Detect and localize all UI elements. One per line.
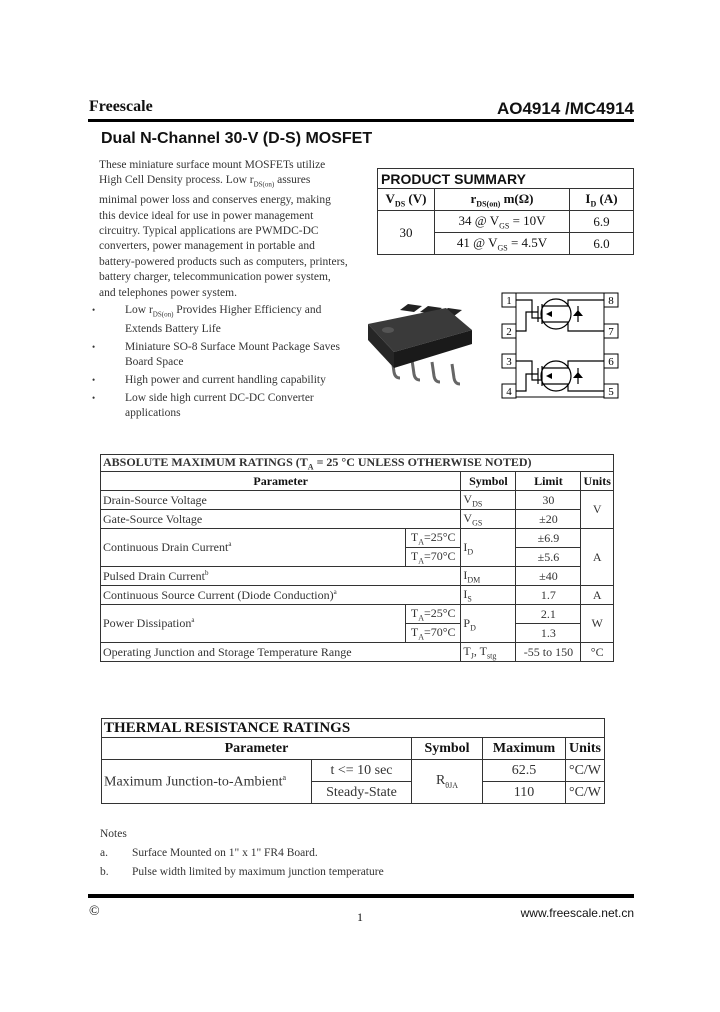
header-symbol: Symbol bbox=[461, 472, 516, 491]
header-units: Units bbox=[566, 738, 605, 760]
description-text-1: These miniature surface mount MOSFETs utilize High Cell Density process. Low r bbox=[99, 159, 326, 187]
table-row: $T_A=70^\circ C$ ±5.6 bbox=[101, 548, 614, 567]
table-row: Operating Junction and Storage Temperature Range $T_J$, $T_{stg}$ -55 to 150 °C bbox=[101, 643, 614, 662]
table-row: Steady-State 110 °C/W bbox=[102, 782, 605, 804]
pin-4: 4 bbox=[506, 386, 512, 398]
bullet-icon: • bbox=[92, 305, 96, 315]
bullet-icon: • bbox=[92, 393, 96, 404]
description-text-2: assures minimal power loss and conserves energy, making this device ideal for use in power management circuitry. Typical applications are PWMDC-DC converters, power management in portable and battery-powered products such as computers, printers, battery charger, telecommunication power system, and telephones power system. bbox=[99, 174, 348, 299]
table-row: Power Dissipation$^a$ $T_A=25^\circ C$ $P_D$ 2.1 W bbox=[101, 605, 614, 624]
pin-7: 7 bbox=[608, 326, 614, 338]
pin-5: 5 bbox=[608, 386, 614, 398]
pin-8: 8 bbox=[608, 295, 614, 307]
header-maximum: Maximum bbox=[483, 738, 566, 760]
id-value: 6.0 bbox=[570, 233, 634, 255]
pin-1: 1 bbox=[506, 295, 512, 307]
vds-value: 30 bbox=[378, 211, 435, 255]
company-name: Freescale bbox=[89, 98, 153, 115]
note-b: b. Pulse width limited by maximum junction temperature bbox=[100, 866, 384, 878]
pin-6: 6 bbox=[608, 356, 614, 368]
header-limit: Limit bbox=[516, 472, 581, 491]
table-row: Pulsed Drain Current$^b$ $I_{DM}$ ±40 bbox=[101, 567, 614, 586]
table-row: $T_A=70^\circ C$ 1.3 bbox=[101, 624, 614, 643]
table-row: Maximum Junction-to-Ambient$^a$ t <= 10 sec $R_{\theta JA}$ 62.5 °C/W bbox=[102, 760, 605, 782]
description bbox=[99, 158, 349, 301]
rds-value: 34 @ $V_{GS} = 10V$ bbox=[435, 211, 570, 233]
table-row: Drain-Source Voltage $V_{DS}$ 30 V bbox=[101, 491, 614, 510]
table-row: Continuous Drain Current$^a$ $T_A=25^\circ C$ $I_D$ ±6.9 A bbox=[101, 529, 614, 548]
part-number: AO4914 /MC4914 bbox=[496, 99, 634, 118]
table-row: Continuous Source Current (Diode Conduction)$^a$ $I_S$ 1.7 A bbox=[101, 586, 614, 605]
so8-package-image bbox=[360, 290, 478, 390]
feature-list bbox=[92, 303, 352, 424]
copyright-icon: © bbox=[89, 904, 100, 919]
header-parameter: Parameter bbox=[102, 738, 412, 760]
notes bbox=[100, 825, 384, 882]
pinout-diagram bbox=[496, 288, 622, 404]
feature-item: • Low $r_{DS(on)}$ Provides Higher Efficiency and Extends Battery Life bbox=[92, 304, 322, 336]
id-value: 6.9 bbox=[570, 211, 634, 233]
product-summary-table bbox=[377, 168, 634, 255]
feature-item: • High power and current handling capability bbox=[92, 374, 326, 387]
note-a: a. Surface Mounted on 1" x 1" FR4 Board. bbox=[100, 847, 318, 859]
website-link[interactable]: www.freescale.net.cn bbox=[520, 906, 634, 920]
pin-3: 3 bbox=[506, 356, 512, 368]
abs-max-caption: ABSOLUTE MAXIMUM RATINGS ($T_A = 25$ °C UNLESS OTHERWISE NOTED) bbox=[101, 455, 614, 472]
thermal-resistance-table bbox=[101, 718, 605, 804]
pin-2: 2 bbox=[506, 326, 512, 338]
header-rule bbox=[88, 119, 634, 122]
product-summary-title: PRODUCT SUMMARY bbox=[378, 169, 634, 189]
rds-value: 41 @ $V_{GS} = 4.5V$ bbox=[435, 233, 570, 255]
description-sub: DS(on) bbox=[253, 180, 275, 189]
feature-item: • Low side high current DC-DC Converter applications bbox=[92, 392, 314, 420]
thermal-caption: THERMAL RESISTANCE RATINGS bbox=[102, 719, 605, 738]
header-units: Units bbox=[581, 472, 614, 491]
document-title: Dual N-Channel 30-V (D-S) MOSFET bbox=[101, 130, 373, 147]
notes-title: Notes bbox=[100, 828, 127, 840]
feature-item: • Miniature SO-8 Surface Mount Package Saves Board Space bbox=[92, 341, 340, 369]
bullet-icon: • bbox=[92, 342, 96, 353]
header-parameter: Parameter bbox=[101, 472, 461, 491]
col-vds: $V_{DS}$ (V) bbox=[378, 189, 435, 211]
page-number: 1 bbox=[357, 910, 363, 924]
bullet-icon: • bbox=[92, 375, 96, 386]
col-rds: $r_{DS(on)}$ m(Ω) bbox=[435, 189, 570, 211]
col-id: $I_D$ (A) bbox=[570, 189, 634, 211]
footer-rule bbox=[88, 894, 634, 898]
table-row: Gate-Source Voltage $V_{GS}$ ±20 bbox=[101, 510, 614, 529]
absolute-max-ratings-table bbox=[100, 454, 614, 662]
header-symbol: Symbol bbox=[412, 738, 483, 760]
